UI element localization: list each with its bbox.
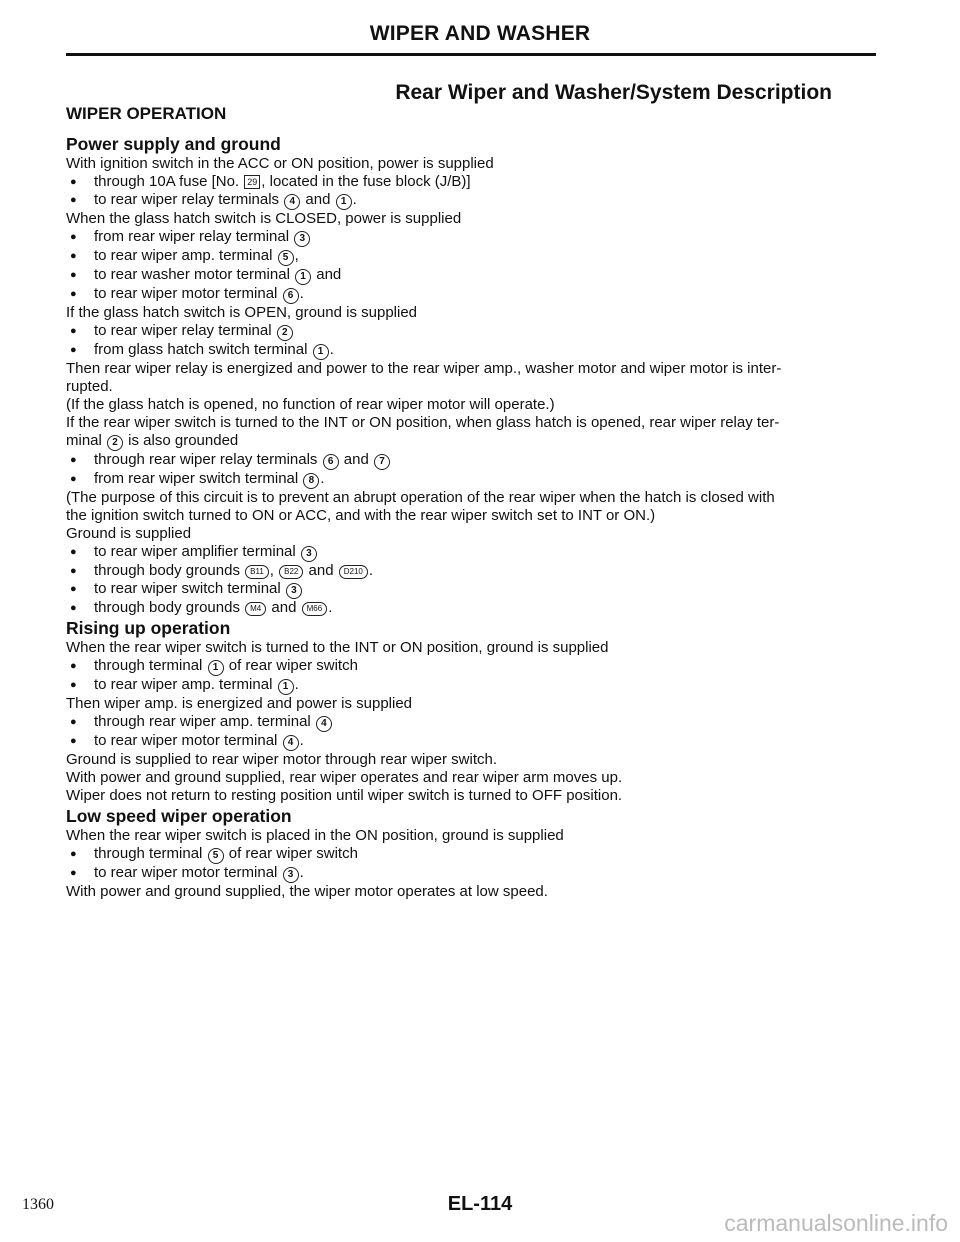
bullet-item: ● to rear wiper motor terminal 3 . <box>66 864 876 883</box>
paragraph-line: the ignition switch turned to ON or ACC, and with the rear wiper switch set to INT or ON.) <box>66 507 656 524</box>
bullet-item: ● through rear wiper amp. terminal 4 <box>66 713 876 732</box>
paragraph-line: When the glass hatch switch is CLOSED, power is supplied <box>66 210 462 227</box>
ground-point-icon: M66 <box>302 602 328 616</box>
terminal-number-icon: 1 <box>295 269 311 285</box>
bullet-item: ● to rear wiper relay terminal 2 <box>66 322 876 341</box>
bullet-item: ● to rear wiper motor terminal 6 . <box>66 285 876 304</box>
ground-point-icon: D210 <box>339 565 368 579</box>
page-header: WIPER AND WASHER <box>369 22 591 45</box>
page-number: 1360 <box>22 1196 54 1213</box>
terminal-number-icon: 1 <box>278 679 294 695</box>
terminal-number-icon: 1 <box>208 660 224 676</box>
paragraph-line: If the glass hatch switch is OPEN, ground is supplied <box>66 304 418 321</box>
bullet-item: ● to rear wiper switch terminal 3 <box>66 580 876 599</box>
bullet-item: ● through body grounds B11 , B22 and D210 . <box>66 562 876 580</box>
paragraph-line: Then wiper amp. is energized and power is supplied <box>66 695 413 712</box>
terminal-number-icon: 2 <box>277 325 293 341</box>
header-rule <box>66 53 876 56</box>
bullet-item: ● from rear wiper switch terminal 8 . <box>66 470 876 489</box>
terminal-number-icon: 6 <box>323 454 339 470</box>
terminal-number-icon: 5 <box>208 848 224 864</box>
terminal-number-icon: 4 <box>316 716 332 732</box>
paragraph-line: Ground is supplied to rear wiper motor through rear wiper switch. <box>66 751 498 768</box>
bullet-item: ● to rear wiper relay terminals 4 and 1 . <box>66 191 876 210</box>
bullet-item: ● to rear wiper amp. terminal 1 . <box>66 676 876 695</box>
paragraph-line: With power and ground supplied, the wiper motor operates at low speed. <box>66 883 548 900</box>
bullet-item: ● through body grounds M4 and M66 . <box>66 599 876 617</box>
bullet-item: ● to rear wiper motor terminal 4 . <box>66 732 876 751</box>
paragraph-line: When the rear wiper switch is turned to the INT or ON position, ground is supplied <box>66 639 609 656</box>
terminal-number-icon: 1 <box>313 344 329 360</box>
bullet-item: ● to rear wiper amp. terminal 5 , <box>66 247 876 266</box>
bullet-item: ● to rear wiper amplifier terminal 3 <box>66 543 876 562</box>
terminal-number-icon: 2 <box>107 435 123 451</box>
bullet-item: ● from glass hatch switch terminal 1 . <box>66 341 876 360</box>
paragraph-line: Ground is supplied <box>66 525 192 542</box>
section-heading: Power supply and ground <box>66 134 281 154</box>
section-heading: Rising up operation <box>66 618 231 638</box>
section-heading: Low speed wiper operation <box>66 806 292 826</box>
terminal-number-icon: 5 <box>278 250 294 266</box>
terminal-number-icon: 4 <box>284 194 300 210</box>
paragraph-line: If the rear wiper switch is turned to the INT or ON position, when glass hatch is opened, rear wiper relay ter- <box>66 414 780 431</box>
paragraph-line: (The purpose of this circuit is to prevent an abrupt operation of the rear wiper when the hatch is closed with <box>66 489 775 506</box>
paragraph-line: Then rear wiper relay is energized and power to the rear wiper amp., washer motor and wiper motor is inter- <box>66 360 782 377</box>
bullet-item: ● from rear wiper relay terminal 3 <box>66 228 876 247</box>
terminal-number-icon: 8 <box>303 473 319 489</box>
terminal-number-icon: 1 <box>336 194 352 210</box>
terminal-number-icon: 3 <box>294 231 310 247</box>
section-title: Rear Wiper and Washer/System Description <box>395 81 832 104</box>
terminal-number-icon: 3 <box>301 546 317 562</box>
bullet-item: ● through rear wiper relay terminals 6 and 7 <box>66 451 876 470</box>
ground-point-icon: B22 <box>279 565 303 579</box>
ground-point-icon: M4 <box>245 602 266 616</box>
bullet-item: ● through terminal 1 of rear wiper switch <box>66 657 876 676</box>
subsection-heading: WIPER OPERATION <box>66 104 227 123</box>
terminal-number-icon: 7 <box>374 454 390 470</box>
paragraph-line: rupted. <box>66 378 113 395</box>
paragraph-line: With ignition switch in the ACC or ON position, power is supplied <box>66 155 494 172</box>
terminal-number-icon: 3 <box>286 583 302 599</box>
bullet-item: ● to rear washer motor terminal 1 and <box>66 266 876 285</box>
terminal-number-icon: 3 <box>283 867 299 883</box>
fuse-number-icon: 29 <box>244 175 260 189</box>
paragraph-line: When the rear wiper switch is placed in the ON position, ground is supplied <box>66 827 564 844</box>
bullet-item: ● through 10A fuse [No. 29 , located in the fuse block (J/B)] <box>66 173 876 191</box>
bullet-item: ● through terminal 5 of rear wiper switch <box>66 845 876 864</box>
ground-point-icon: B11 <box>245 565 269 579</box>
terminal-number-icon: 6 <box>283 288 299 304</box>
paragraph-line: With power and ground supplied, rear wiper operates and rear wiper arm moves up. <box>66 769 623 786</box>
paragraph-line: Wiper does not return to resting position until wiper switch is turned to OFF position. <box>66 787 623 804</box>
terminal-number-icon: 4 <box>283 735 299 751</box>
body-content <box>66 133 876 901</box>
paragraph-line: minal 2 is also grounded <box>66 432 239 449</box>
page-code: EL-114 <box>447 1193 513 1215</box>
paragraph-line: (If the glass hatch is opened, no function of rear wiper motor will operate.) <box>66 396 555 413</box>
watermark: carmanualsonline.info <box>724 1210 948 1236</box>
